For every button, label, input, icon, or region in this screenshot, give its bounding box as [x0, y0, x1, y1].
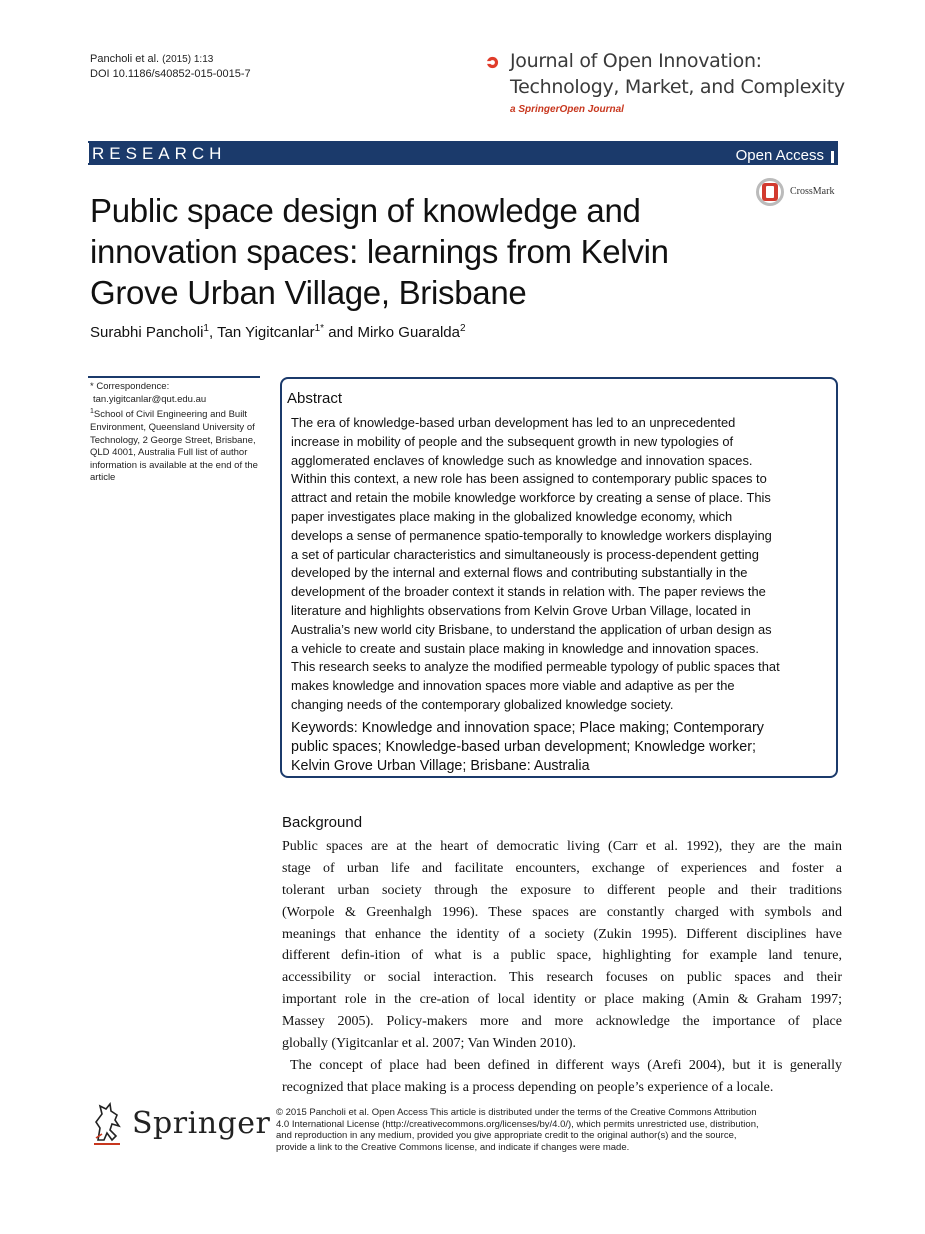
- author-list: [90, 323, 466, 341]
- abstract-line: This research seeks to analyze the modified permeable typology of public spaces that: [291, 659, 780, 675]
- author-separator: and: [324, 324, 358, 341]
- publisher-name: Springer: [132, 1106, 271, 1141]
- crossmark-icon-bookmark: [766, 186, 774, 198]
- correspondence-email[interactable]: tan.yigitcanlar@qut.edu.au: [93, 393, 207, 405]
- article-citation: [90, 52, 251, 82]
- abstract-line: paper investigates place making in the globalized knowledge economy, which: [291, 508, 733, 524]
- keywords-line: public spaces; Knowledge-based urban development; Knowledge worker;: [291, 739, 756, 755]
- author-separator: ,: [208, 324, 218, 341]
- author-affiliation: 1*: [314, 323, 325, 334]
- author-name[interactable]: Mirko Guaralda: [357, 324, 460, 341]
- author-affiliation: 1: [203, 323, 209, 334]
- doi-link[interactable]: DOI 10.1186/s40852-015-0015-7: [90, 68, 251, 80]
- correspondence-label: * Correspondence:: [90, 381, 170, 392]
- author-name[interactable]: Surabhi Pancholi: [90, 324, 204, 341]
- body-line: The concept of place had been defined in different ways (Arefi 2004), but it is generally: [290, 1057, 842, 1073]
- journal-name-line1: Journal of Open Innovation:: [510, 50, 762, 72]
- abstract-line: changing needs of the contemporary globalized knowledge society.: [291, 696, 674, 712]
- open-access-icon: [831, 151, 834, 163]
- abstract-line: development of the broader context it stands in relation with. The paper reviews the: [291, 584, 766, 600]
- banner-left-tick: [87, 143, 89, 163]
- springer-horse-icon: [90, 1100, 126, 1146]
- abstract-line: Within this context, a new role has been assigned to contemporary public spaces to: [291, 471, 767, 487]
- body-line: different defin-ition of what is a public space, highlighting for example land tenure,: [282, 948, 842, 964]
- license-notice: [276, 1107, 846, 1153]
- abstract-line: makes knowledge and innovation spaces more viable and adaptive as per the: [291, 678, 735, 694]
- body-line: recognized that place making is a process depending on people’s experience of a locale.: [282, 1079, 774, 1095]
- abstract-line: literature and highlights observations from Kelvin Grove Urban Village, located in: [291, 602, 751, 618]
- abstract-line: developed by the internal and external flows and contributing substantially in the: [291, 565, 748, 581]
- affiliation-text: School of Civil Engineering and Built Environment, Queensland University of Technology, 2 George Street, Brisbane, QLD 4001, Australia Full list of author information is available at the end of the article: [90, 409, 258, 484]
- license-line: 4.0 International License (http://creativecommons.org/licenses/by/4.0/), which permits unrestricted use, distribution,: [276, 1118, 759, 1130]
- keywords: [291, 719, 829, 776]
- abstract-line: a vehicle to create and sustain place making in knowledge and innovation spaces.: [291, 640, 759, 656]
- journal-name-line2: Technology, Market, and Complexity: [510, 76, 845, 98]
- abstract-text: [291, 414, 829, 715]
- abstract-line: attract and retain the mobile knowledge workforce by creating a sense of place. This: [291, 490, 771, 506]
- body-line: accessibility or social interaction. This research focuses on public spaces and their: [282, 970, 842, 986]
- body-line: Public spaces are at the heart of democratic living (Carr et al. 1992), they are the main: [282, 839, 842, 854]
- citation-year: (2015) 1:13: [162, 54, 214, 65]
- author-affiliation: 2: [460, 323, 466, 334]
- correspondence-block: [90, 381, 265, 485]
- body-line: stage of urban life and facilitate encounters, exchange of experiences and foster a: [282, 860, 842, 876]
- body-line: globally (Yigitcanlar et al. 2007; Van Winden 2010).: [282, 1036, 577, 1052]
- background-text: [282, 836, 842, 1099]
- keywords-line: Kelvin Grove Urban Village; Brisbane: Australia: [291, 758, 590, 774]
- background-heading: Background: [282, 814, 363, 831]
- affiliation-number: 1: [90, 408, 94, 416]
- abstract-line: The era of knowledge-based urban development has led to an unprecedented: [291, 415, 736, 430]
- abstract-line: increase in mobility of people and the subsequent growth in new typologies of: [291, 433, 734, 449]
- body-line: (Worpole & Greenhalgh 1996). These spaces are constantly charged with symbols and: [282, 904, 842, 920]
- body-line: meanings that enhance the identity of a society (Zukin 1995). Different disciplines have: [282, 926, 842, 942]
- body-line: tolerant urban society through the exposure to different people and their traditions: [282, 882, 842, 898]
- section-label: RESEARCH: [92, 144, 227, 163]
- abstract-line: a set of particular characteristics and simultaneously is process-dependent getting: [291, 546, 759, 562]
- body-line: Massey 2005). Policy-makers more and more acknowledge the importance of place: [282, 1014, 842, 1030]
- abstract-line: Australia’s new world city Brisbane, to understand the application of urban design as: [291, 621, 772, 637]
- abstract-heading: Abstract: [287, 390, 343, 407]
- crossmark-label: CrossMark: [790, 186, 835, 197]
- keywords-line: Keywords: Knowledge and innovation space; Place making; Contemporary: [291, 720, 764, 736]
- article-title: Public space design of knowledge and innovation spaces: learnings from Kelvin Grove Urban Village, Brisbane: [90, 192, 669, 311]
- journal-logo-icon: [486, 56, 499, 69]
- author-name[interactable]: Tan Yigitcanlar: [217, 324, 315, 341]
- correspondence-divider: [88, 376, 260, 378]
- citation-authors: Pancholi et al.: [90, 53, 160, 65]
- abstract-line: agglomerated enclaves of knowledge such as knowledge and innovation spaces.: [291, 452, 753, 468]
- open-access-label[interactable]: Open Access: [735, 147, 824, 164]
- body-line: important role in the cre-ation of local identity or place making (Amin & Graham 1997;: [282, 992, 842, 1008]
- license-line: and reproduction in any medium, provided you give appropriate credit to the original author(s) and the source,: [276, 1130, 737, 1142]
- license-line: © 2015 Pancholi et al. Open Access This article is distributed under the terms of the Creative Commons Attribution: [276, 1107, 757, 1118]
- license-line: provide a link to the Creative Commons license, and indicate if changes were made.: [276, 1141, 630, 1153]
- journal-publisher-tag: a SpringerOpen Journal: [510, 104, 624, 115]
- section-banner: [88, 141, 838, 165]
- abstract-line: develops a sense of permanence spatio-temporally to knowledge workers displaying: [291, 527, 772, 543]
